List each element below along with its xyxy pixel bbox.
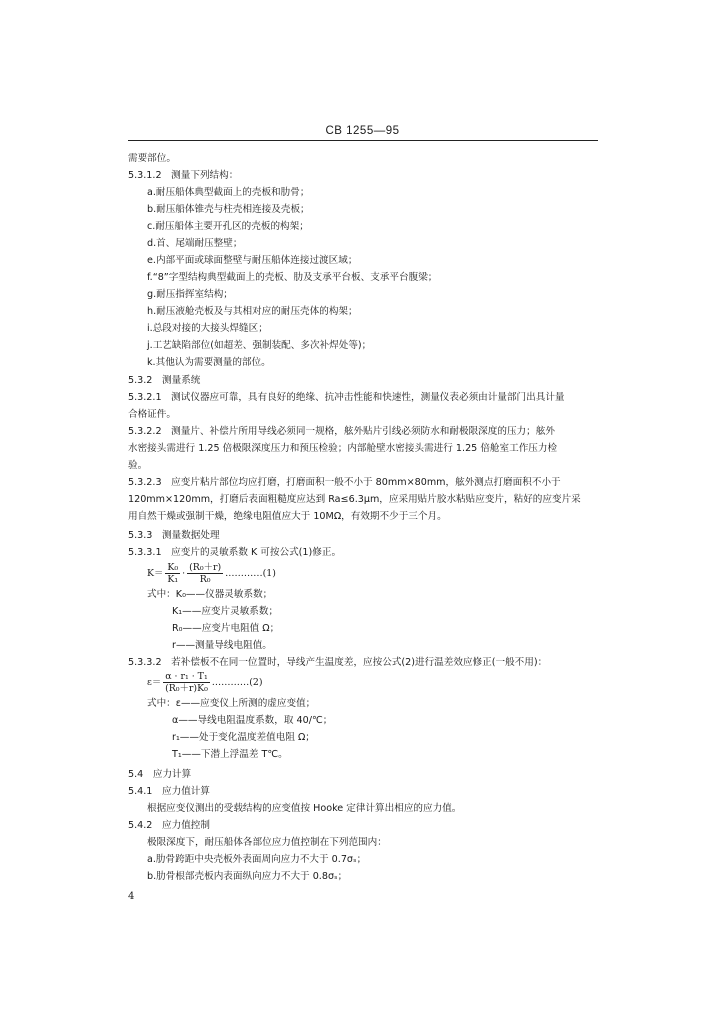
- text-line: 用自然干燥或强制干燥，绝缘电阻值应大于 10MΩ，有效期不少于三个月。: [128, 511, 447, 522]
- formula-1-b-denominator: R₀: [199, 574, 211, 585]
- list-item: c.耐压船体主要开孔区的壳板的构架；: [147, 221, 309, 232]
- list-item: a.肋骨跨距中央壳板外表面周向应力不大于 0.7σₛ；: [147, 854, 367, 865]
- formula-1: [147, 562, 276, 585]
- list-item: h.耐压液舱壳板及与其相对应的耐压壳体的构架；: [147, 306, 358, 317]
- list-item: j.工艺缺陷部位(如超差、强制装配、多次补焊处等)；: [147, 340, 372, 351]
- list-item: b.肋骨根部壳板内表面纵向应力不大于 0.8σₛ；: [147, 871, 348, 882]
- formula-1-a-denominator: K₁: [167, 574, 179, 585]
- list-item: e.内部平面或球面整壁与耐压船体连接过渡区域；: [147, 255, 358, 266]
- formula-1-lhs: K＝: [147, 568, 164, 579]
- formula-1-fraction-a: [165, 562, 180, 585]
- text-line: 根据应变仪测出的受载结构的应变值按 Hooke 定律计算出相应的应力值。: [147, 803, 462, 814]
- section-heading: 5.3.3 测量数据处理: [128, 530, 220, 541]
- list-item: i.总段对接的大接头焊缝区；: [147, 323, 268, 334]
- formula-2: [147, 671, 262, 694]
- formula-1-tag: …………(1): [225, 568, 276, 579]
- formula-1-fraction-b: [187, 562, 223, 585]
- variable-definition: T₁——下潜上浮温差 T℃。: [172, 749, 288, 760]
- variable-definition: 式中：ε——应变仪上所测的虚应变值；: [147, 698, 316, 709]
- page-number: 4: [128, 891, 135, 902]
- variable-definition: r₁——处于变化温度差值电阻 Ω；: [172, 732, 315, 743]
- variable-definition: R₀——应变片电阻值 Ω；: [172, 623, 280, 634]
- clause-heading: 5.3.3.2 若补偿板不在同一位置时，导线产生温度差，应按公式(2)进行温差效应修正(一般不用)：: [128, 657, 548, 668]
- text-line: 5.3.2.2 测量片、补偿片所用导线必须同一规格，舷外贴片引线必须防水和耐极限深度的压力；舷外: [128, 426, 555, 437]
- list-item: k.其他认为需要测量的部位。: [147, 357, 271, 368]
- variable-definition: r——测量导线电阻值。: [172, 640, 272, 651]
- variable-definition: α——导线电阻温度系数，取 40/℃；: [172, 715, 333, 726]
- text-line: 120mm×120mm，打磨后表面粗糙度应达到 Ra≤6.3μm，应采用贴片胶水粘贴应变片，粘好的应变片采: [128, 494, 581, 505]
- clause-heading: 5.3.1.2 测量下列结构：: [128, 170, 239, 181]
- formula-1-a-numerator: K₀: [167, 562, 179, 573]
- section-heading: 5.4 应力计算: [128, 769, 192, 780]
- standard-code-header: CB 1255—95: [325, 125, 400, 137]
- formula-2-numerator: α · r₁ · T₁: [165, 671, 208, 682]
- formula-2-denominator: (R₀＋r)K₀: [165, 683, 208, 694]
- text-line: 极限深度下，耐压船体各部位应力值控制在下列范围内：: [147, 837, 387, 848]
- formula-2-fraction: [163, 671, 209, 694]
- list-item: b.耐压船体锥壳与柱壳相连接及壳板；: [147, 204, 310, 215]
- variable-definition: 式中：K₀——仪器灵敏系数；: [147, 589, 273, 600]
- text-line: 水密接头需进行 1.25 倍极限深度压力和预压检验；内部舱壁水密接头需进行 1.25 倍舱室工作压力检: [128, 443, 558, 454]
- formula-2-tag: …………(2): [211, 677, 263, 688]
- text-line: 5.3.2.3 应变片粘片部位均应打磨，打磨面积一般不小于 80mm×80mm，舷外测点打磨面积不小于: [128, 477, 561, 488]
- formula-1-b-numerator: (R₀＋r): [189, 562, 222, 573]
- clause-heading: 5.3.3.1 应变片的灵敏系数 K 可按公式(1)修正。: [128, 547, 342, 558]
- text-line: 需要部位。: [128, 153, 176, 164]
- section-heading: 5.4.2 应力值控制: [128, 820, 210, 831]
- variable-definition: K₁——应变片灵敏系数；: [172, 606, 279, 617]
- list-item: a.耐压船体典型截面上的壳板和肋骨；: [147, 187, 310, 198]
- text-line: 合格证件。: [128, 409, 176, 420]
- list-item: f.“8”字型结构典型截面上的壳板、肋及支承平台板、支承平台腹梁；: [147, 272, 438, 283]
- list-item: g.耐压指挥室结构；: [147, 289, 233, 300]
- section-heading: 5.4.1 应力值计算: [128, 786, 210, 797]
- text-line: 5.3.2.1 测试仪器应可靠，具有良好的绝缘、抗冲击性能和快速性，测量仪表必须由计量部门出具计量: [128, 392, 565, 403]
- section-heading: 5.3.2 测量系统: [128, 375, 201, 386]
- formula-2-lhs: ε＝: [147, 677, 162, 688]
- header-rule: [128, 140, 598, 141]
- text-line: 验。: [128, 460, 148, 471]
- formula-1-dot: ·: [182, 568, 186, 579]
- list-item: d.首、尾端耐压整壁；: [147, 238, 243, 249]
